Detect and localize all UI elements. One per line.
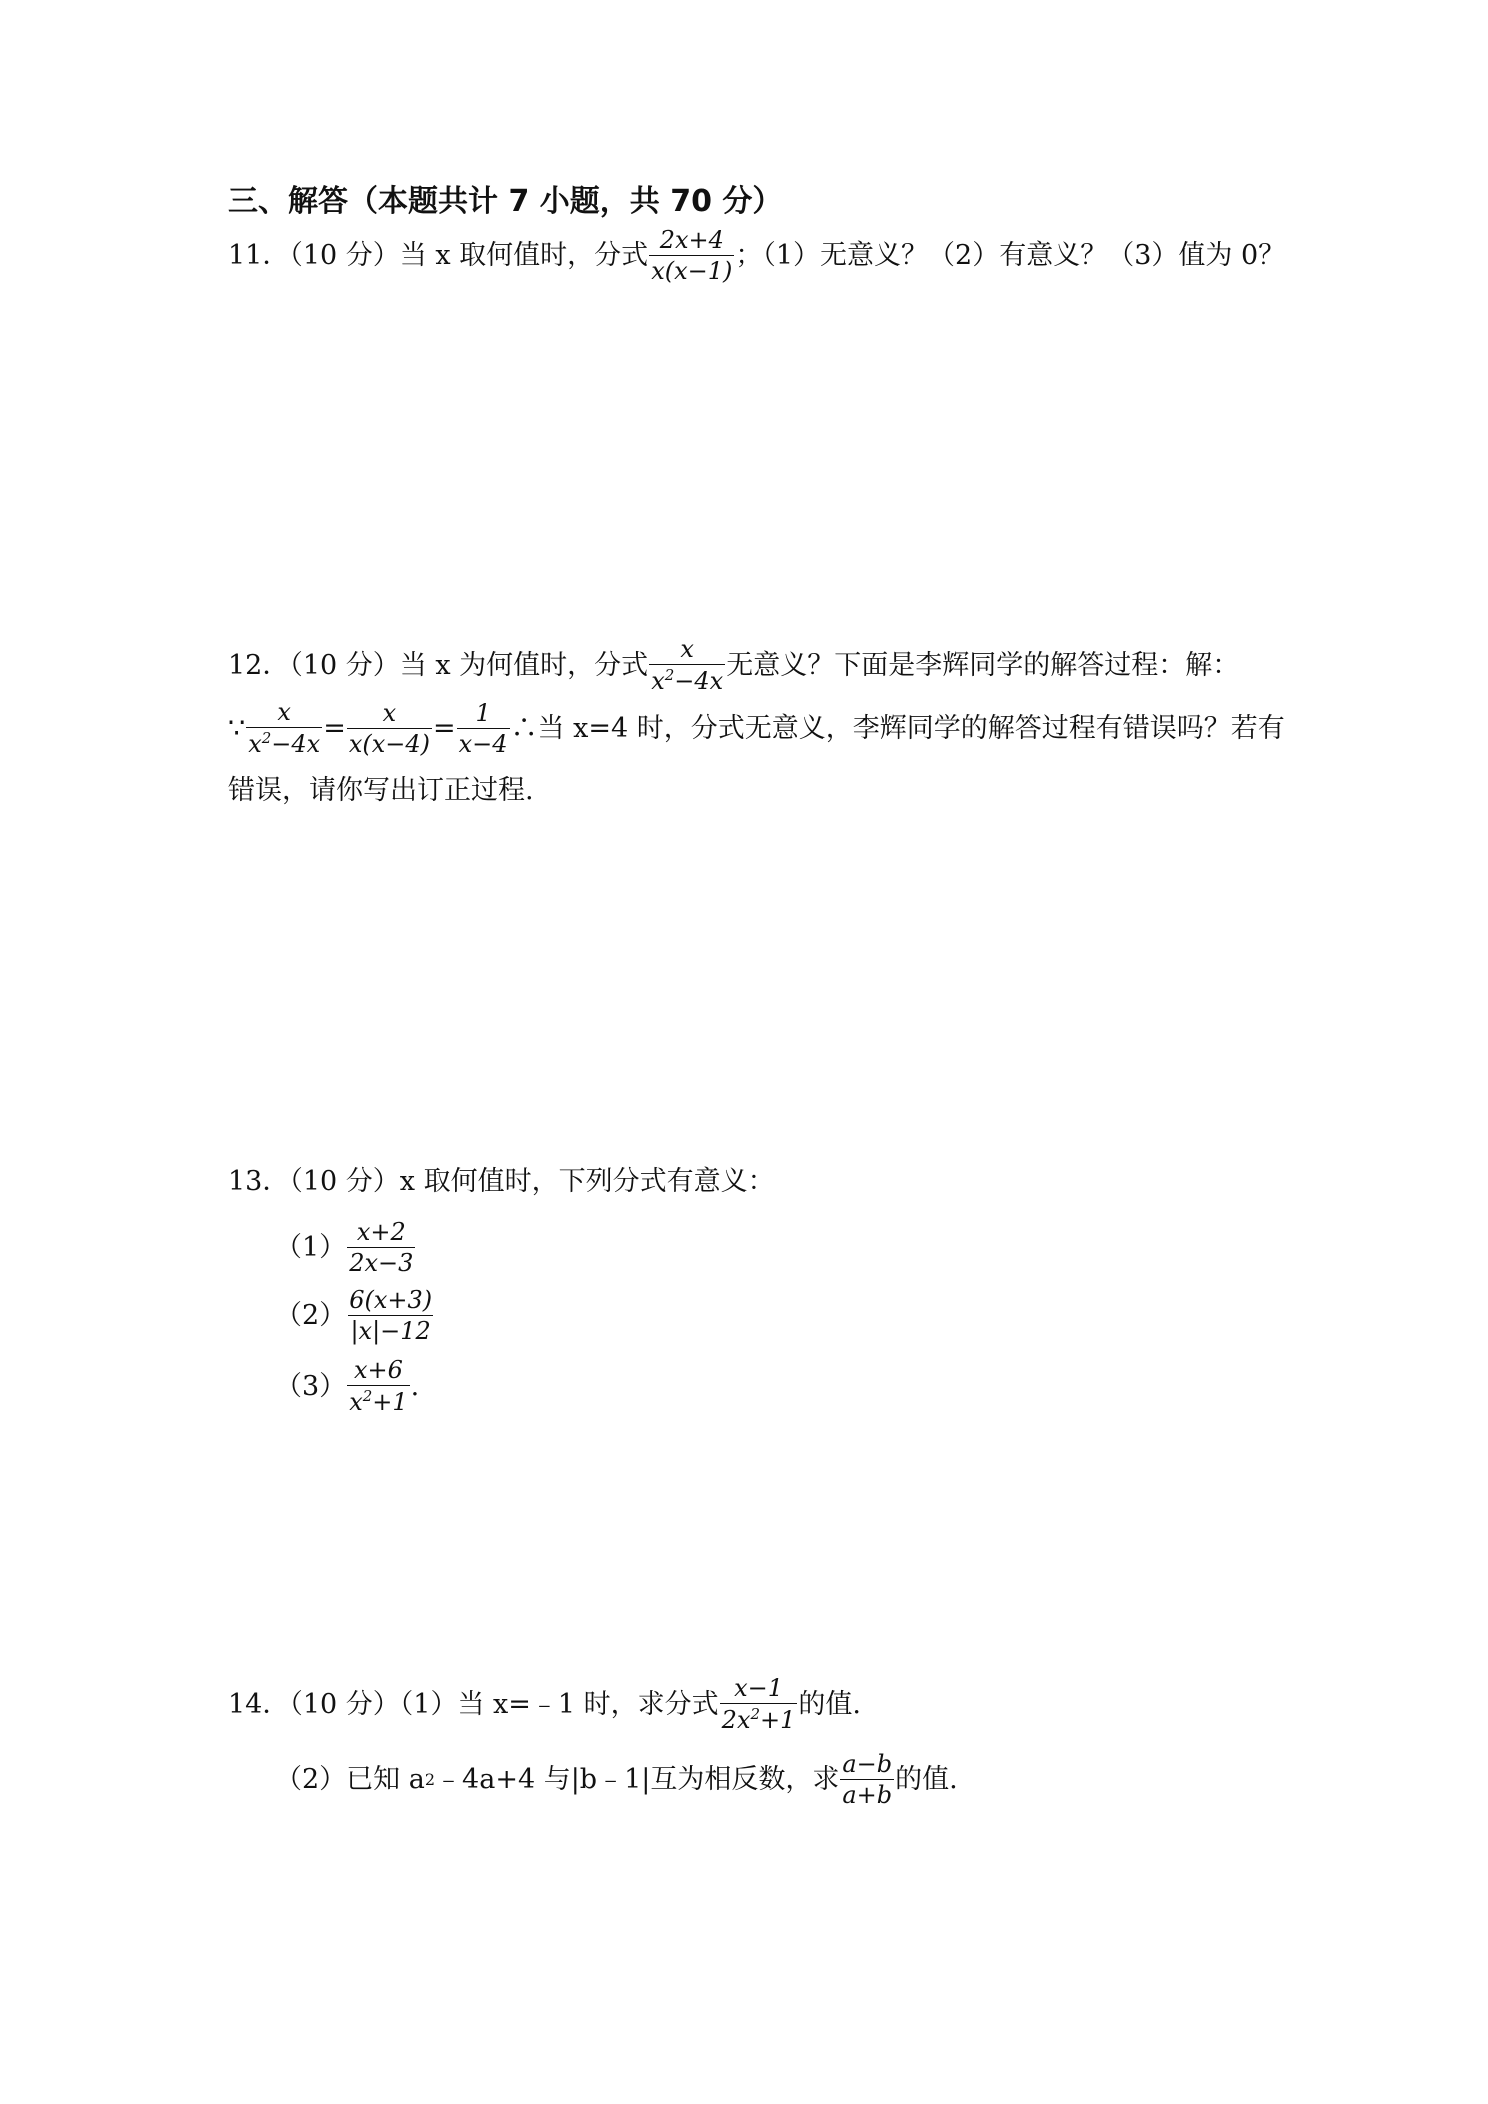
q13-item-label: （3） bbox=[275, 1370, 347, 1402]
q14-den-exp: 2 bbox=[750, 1705, 761, 1723]
q13-item3-num: x+6 bbox=[353, 1356, 403, 1384]
q12-step1-num: x bbox=[277, 698, 291, 726]
section-title: 三、解答（本题共计 7 小题，共 70 分） bbox=[228, 184, 783, 219]
q14-den-rest: +1 bbox=[760, 1706, 796, 1734]
q12-step1-den bbox=[246, 727, 322, 756]
q14-fraction bbox=[720, 1676, 798, 1732]
q13-item-2 bbox=[275, 1288, 435, 1343]
question-11 bbox=[228, 228, 1285, 283]
q12-step2-den: x(x−4) bbox=[348, 729, 431, 758]
q13-item2-den: |x|−12 bbox=[350, 1317, 431, 1345]
q14-lead: 14．（10 分）（1）当 x=﹣1 时，求分式 bbox=[228, 1688, 719, 1720]
q13-item-label: （1） bbox=[275, 1232, 347, 1263]
q13-item-fraction bbox=[347, 1288, 434, 1343]
q13-item3-den-exp: 2 bbox=[362, 1387, 373, 1405]
q13-item-fraction bbox=[347, 1220, 415, 1275]
q11-frac-den: x(x−1) bbox=[651, 257, 733, 285]
q12-frac-den bbox=[649, 664, 725, 693]
q13-item-3 bbox=[275, 1358, 419, 1414]
equals-sign: = bbox=[323, 712, 346, 744]
q11-frac-num: 2x+4 bbox=[659, 226, 724, 254]
q12-solution-tail: ∴当 x=4 时，分式无意义，李辉同学的解答过程有错误吗？若有 bbox=[510, 712, 1285, 744]
q14-part2-mid: ﹣4a+4 与|b﹣1|互为相反数，求 bbox=[435, 1764, 840, 1795]
q13-item3-den-rest: +1 bbox=[372, 1388, 408, 1416]
q13-item-1 bbox=[275, 1220, 416, 1275]
q14-part2-num: a−b bbox=[842, 1750, 893, 1778]
q11-tail: ；（1）无意义？（2）有意义？（3）值为 0？ bbox=[735, 240, 1286, 271]
question-14 bbox=[228, 1676, 861, 1732]
q12-step1-den-base: x bbox=[248, 730, 262, 758]
q13-item-label: （2） bbox=[275, 1300, 347, 1331]
q14-frac-num: x−1 bbox=[734, 1674, 783, 1702]
q12-den-base: x bbox=[651, 667, 665, 695]
q11-fraction bbox=[649, 228, 734, 283]
q12-step3-den: x−4 bbox=[458, 729, 508, 758]
q14-part2-exp: 2 bbox=[424, 1769, 436, 1789]
q12-den-rest: −4x bbox=[674, 667, 724, 695]
question-13: 13．（10 分）x 取何值时，下列分式有意义： bbox=[228, 1166, 775, 1197]
q14-tail: 的值. bbox=[798, 1688, 862, 1720]
q12-tail: 无意义？下面是李辉同学的解答过程：解： bbox=[726, 649, 1240, 681]
q12-step-fraction-3 bbox=[457, 698, 510, 758]
q14-part2-tail: 的值. bbox=[895, 1764, 958, 1795]
q14-den-pre: 2x bbox=[721, 1706, 751, 1734]
q12-den-exp: 2 bbox=[664, 666, 675, 684]
q13-item3-den-base: x bbox=[349, 1388, 363, 1416]
q14-part-2 bbox=[275, 1752, 958, 1807]
q13-item3-period: . bbox=[410, 1370, 420, 1402]
question-12 bbox=[228, 637, 1239, 693]
q12-step-fraction-1 bbox=[246, 700, 322, 756]
q13-item-fraction bbox=[347, 1358, 409, 1414]
q13-item1-num: x+2 bbox=[356, 1218, 406, 1246]
q12-step2-num: x bbox=[382, 698, 397, 727]
q12-step1-den-exp: 2 bbox=[261, 729, 272, 747]
q12-step3-num: 1 bbox=[475, 698, 491, 727]
q14-frac-den bbox=[720, 1703, 798, 1732]
q12-solution-line bbox=[228, 700, 1285, 756]
q12-step-fraction-2 bbox=[347, 698, 432, 758]
q12-line3: 错误，请你写出订正过程. bbox=[228, 775, 534, 806]
q12-lead: 12．（10 分）当 x 为何值时，分式 bbox=[228, 649, 649, 681]
q12-fraction bbox=[649, 637, 725, 693]
q13-item2-num: 6(x+3) bbox=[349, 1286, 433, 1314]
q14-part2-den: a+b bbox=[842, 1781, 893, 1809]
q13-item1-den: 2x−3 bbox=[349, 1249, 414, 1277]
q14-part2-lead: （2）已知 a bbox=[275, 1764, 425, 1795]
q14-part2-fraction bbox=[840, 1752, 894, 1807]
because-symbol: ∵ bbox=[228, 712, 246, 744]
q11-lead: 11．（10 分）当 x 取何值时，分式 bbox=[228, 240, 649, 271]
equals-sign: = bbox=[433, 712, 456, 744]
q13-item3-den bbox=[347, 1385, 409, 1414]
q12-step1-den-rest: −4x bbox=[271, 730, 321, 758]
q12-frac-num: x bbox=[680, 635, 694, 663]
